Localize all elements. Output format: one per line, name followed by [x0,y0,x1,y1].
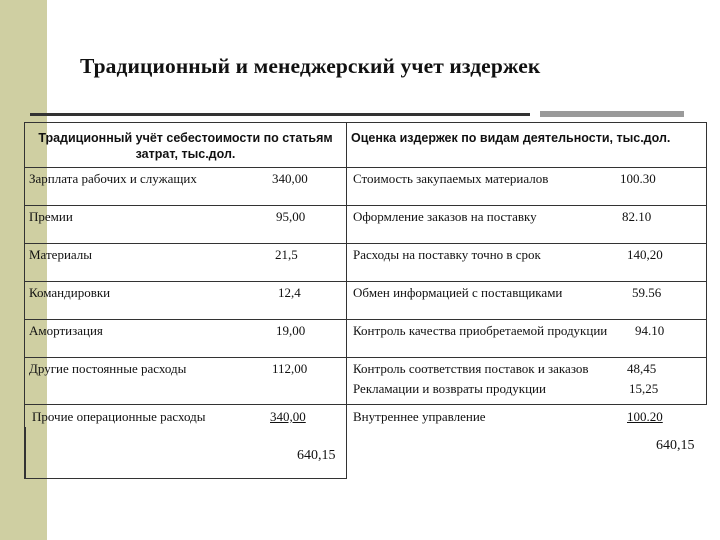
left-header-text: Традиционный учёт себестоимости по статьям затрат, тыс.дол. [38,131,333,161]
left-row-label: Зарплата рабочих и служащих [29,171,197,186]
left-row-label: Другие постоянные расходы [29,361,187,376]
left-row-label: Материалы [29,247,93,262]
left-cell [25,320,347,358]
left-cell [25,244,347,282]
right-row-label: Контроль качества приобретаемой продукции [353,323,608,338]
left-cell [25,206,347,244]
left-total: 640,15 [297,448,336,463]
left-row-value: 19,00 [276,323,306,338]
right-row-value: 94.10 [635,323,665,338]
right-cell [347,282,707,320]
left-cell [25,358,347,405]
slide-title: Традиционный и менеджерский учет издержек [80,54,541,78]
table-row [25,358,707,405]
right-row-value: 100.20 [627,409,663,424]
left-row-label: Премии [29,209,73,224]
table-row [25,168,707,206]
right-cell [347,320,707,358]
right-cell [347,358,707,405]
right-row-value: 100.30 [620,171,656,186]
right-total-cell [347,405,707,479]
table-row [25,123,707,168]
left-row-value: 95,00 [276,209,306,224]
title-divider [30,113,530,116]
right-row-label: Обмен информацией с поставщиками [353,285,563,300]
right-row-label: Контроль соответствия поставок и заказов [353,361,589,376]
title-accent-bar [540,111,684,117]
cost-comparison-table [24,122,707,479]
left-cell [25,282,347,320]
right-cell [347,168,707,206]
right-row-value: 59.56 [632,285,662,300]
left-row-value: 12,4 [278,285,301,300]
left-row-value: 21,5 [275,247,298,262]
left-row-label: Прочие операционные расходы [32,409,206,424]
left-row-value: 340,00 [270,409,306,424]
left-column-header [25,123,347,168]
right-row-label: Стоимость закупаемых материалов [353,171,549,186]
right-row-label: Рекламации и возвраты продукции [353,381,546,396]
left-row-value: 340,00 [272,171,308,186]
right-row-value: 82.10 [622,209,652,224]
right-column-header [347,123,707,168]
left-cell [25,168,347,206]
right-cell [347,206,707,244]
table-row [25,206,707,244]
left-total-cell [25,405,347,479]
table-row [25,320,707,358]
left-row-label: Амортизация [29,323,103,338]
right-row-label: Расходы на поставку точно в срок [353,247,541,262]
right-row-value: 48,45 [627,361,657,376]
right-row-value: 15,25 [629,381,659,396]
table-row [25,282,707,320]
right-row-label: Оформление заказов на поставку [353,209,537,224]
right-cell [347,244,707,282]
table-row [25,244,707,282]
left-row-value: 112,00 [272,361,308,376]
right-row-label: Внутреннее управление [353,409,486,424]
right-total: 640,15 [656,438,695,453]
table-row [25,405,707,479]
left-row-label: Командировки [29,285,111,300]
right-row-value: 140,20 [627,247,663,262]
right-header-text: Оценка издержек по видам деятельности, тыс.дол. [351,131,671,145]
